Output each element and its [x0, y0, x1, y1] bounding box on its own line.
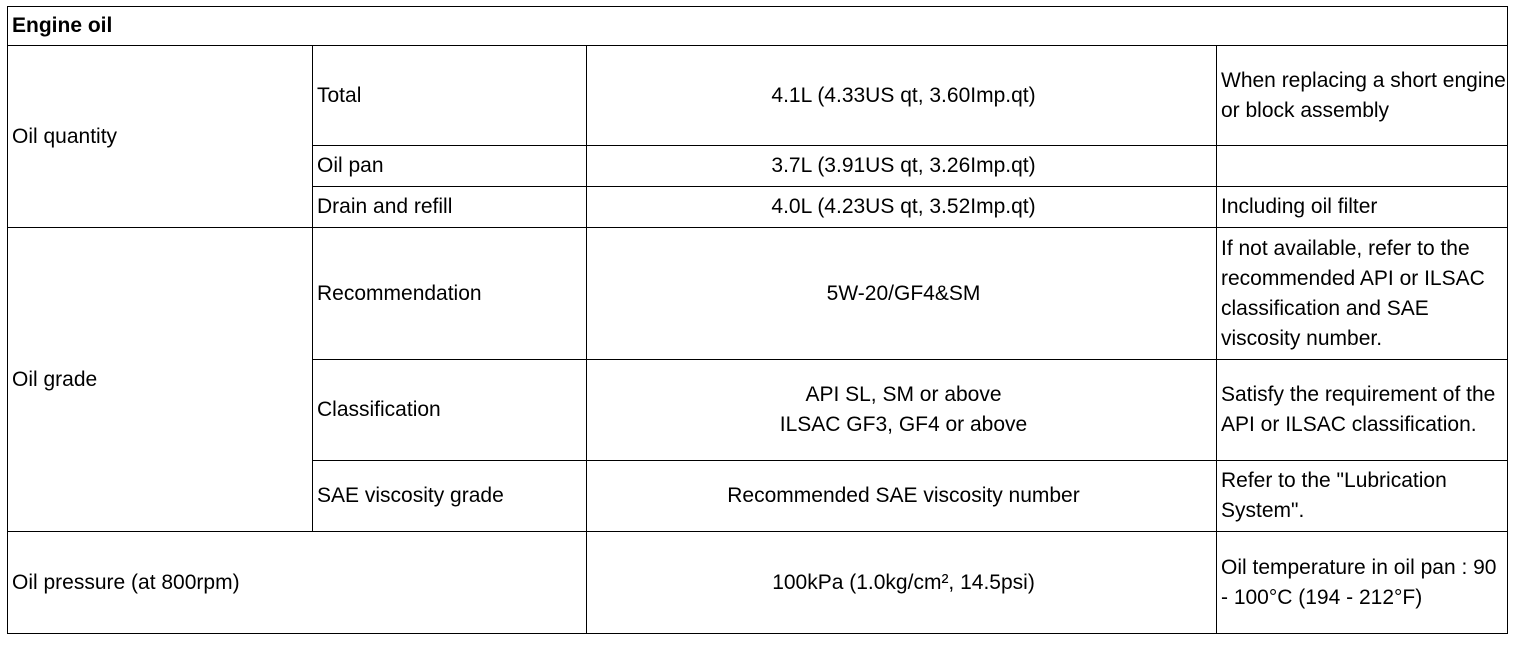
- item-name: Oil pan: [313, 146, 587, 187]
- item-note: When replacing a short engine or block assembly: [1217, 46, 1508, 146]
- item-name: Total: [313, 46, 587, 146]
- item-name: Recommendation: [313, 228, 587, 360]
- cropped-bottom-edge: [7, 641, 1507, 650]
- oil-quantity-label: Oil quantity: [8, 46, 313, 228]
- item-value: 5W-20/GF4&SM: [587, 228, 1217, 360]
- item-value: 4.1L (4.33US qt, 3.60Imp.qt): [587, 46, 1217, 146]
- oil-pressure-note: Oil temperature in oil pan : 90 - 100°C (194 - 212°F): [1217, 532, 1508, 634]
- item-note: [1217, 146, 1508, 187]
- engine-oil-spec-table: [7, 6, 1508, 634]
- item-note: If not available, refer to the recommended API or ILSAC classification and SAE viscosity number.: [1217, 228, 1508, 360]
- oil-grade-label: Oil grade: [8, 228, 313, 532]
- item-name: Drain and refill: [313, 187, 587, 228]
- item-note: Refer to the "Lubrication System".: [1217, 461, 1508, 532]
- item-value: 4.0L (4.23US qt, 3.52Imp.qt): [587, 187, 1217, 228]
- oil-pressure-label: Oil pressure (at 800rpm): [8, 532, 587, 634]
- item-note: Including oil filter: [1217, 187, 1508, 228]
- table-row: [8, 532, 1508, 634]
- table-row: [8, 46, 1508, 146]
- item-note: Satisfy the requirement of the API or ILSAC classification.: [1217, 360, 1508, 461]
- item-value: API SL, SM or above ILSAC GF3, GF4 or above: [587, 360, 1217, 461]
- item-value: 3.7L (3.91US qt, 3.26Imp.qt): [587, 146, 1217, 187]
- table-title: Engine oil: [8, 7, 1508, 46]
- item-name: Classification: [313, 360, 587, 461]
- oil-pressure-value: 100kPa (1.0kg/cm², 14.5psi): [587, 532, 1217, 634]
- item-name: SAE viscosity grade: [313, 461, 587, 532]
- item-value: Recommended SAE viscosity number: [587, 461, 1217, 532]
- table-row: [8, 228, 1508, 360]
- table-title-row: [8, 7, 1508, 46]
